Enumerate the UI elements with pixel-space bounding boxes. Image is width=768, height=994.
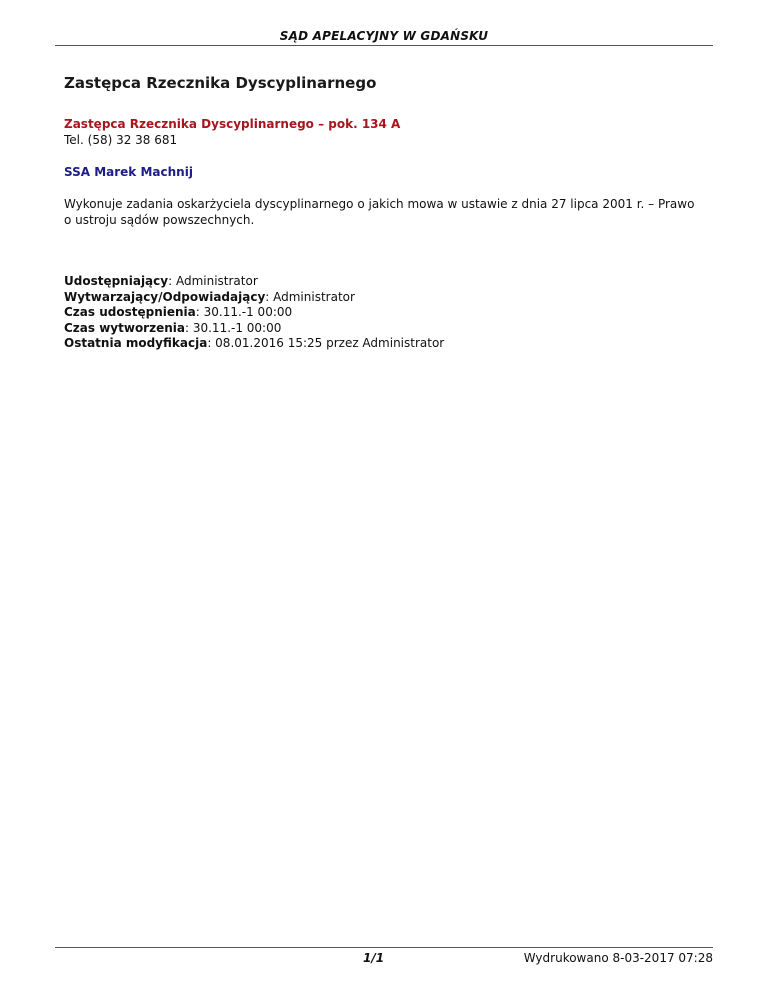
footer-divider	[55, 947, 713, 948]
meta-value: 30.11.-1 00:00	[192, 320, 282, 335]
court-name-header: SĄD APELACYJNY W GDAŃSKU	[279, 29, 489, 43]
meta-separator: :	[184, 320, 193, 335]
meta-row-last-modified	[64, 336, 444, 352]
print-timestamp: Wydrukowano 8-03-2017 07:28	[523, 951, 713, 965]
meta-row-created-time	[64, 321, 444, 337]
meta-separator: :	[168, 274, 176, 288]
meta-separator: :	[265, 289, 274, 304]
header-divider	[55, 45, 713, 46]
publication-metadata	[64, 274, 444, 352]
meta-value: 30.11.-1 00:00	[203, 305, 293, 319]
meta-separator: :	[195, 305, 204, 319]
meta-row-publisher	[64, 274, 444, 290]
meta-label: Udostępniający	[64, 274, 169, 288]
phone-number: Tel. (58) 32 38 681	[64, 133, 178, 147]
meta-value: 08.01.2016 15:25 przez Administrator	[215, 336, 445, 350]
meta-separator: :	[207, 336, 216, 350]
person-name: SSA Marek Machnij	[64, 165, 193, 179]
room-info: Zastępca Rzecznika Dyscyplinarnego – pok. 134 A	[64, 117, 401, 131]
meta-label: Ostatnia modyfikacja	[64, 336, 208, 350]
duties-description: Wykonuje zadania oskarżyciela dyscyplinarnego o jakich mowa w ustawie z dnia 27 lipca 2001 r. – Prawo o ustroju sądów powszechnych.	[64, 197, 695, 227]
page-number: 1/1	[363, 951, 385, 965]
meta-label: Czas wytworzenia	[64, 320, 185, 335]
page-title: Zastępca Rzecznika Dyscyplinarnego	[64, 74, 377, 92]
meta-value: Administrator	[273, 289, 355, 304]
meta-label: Wytwarzający/Odpowiadający	[64, 289, 266, 304]
meta-label: Czas udostępnienia	[64, 305, 196, 319]
meta-value: Administrator	[175, 274, 258, 288]
meta-row-producer	[64, 290, 444, 306]
meta-row-published-time	[64, 305, 444, 321]
